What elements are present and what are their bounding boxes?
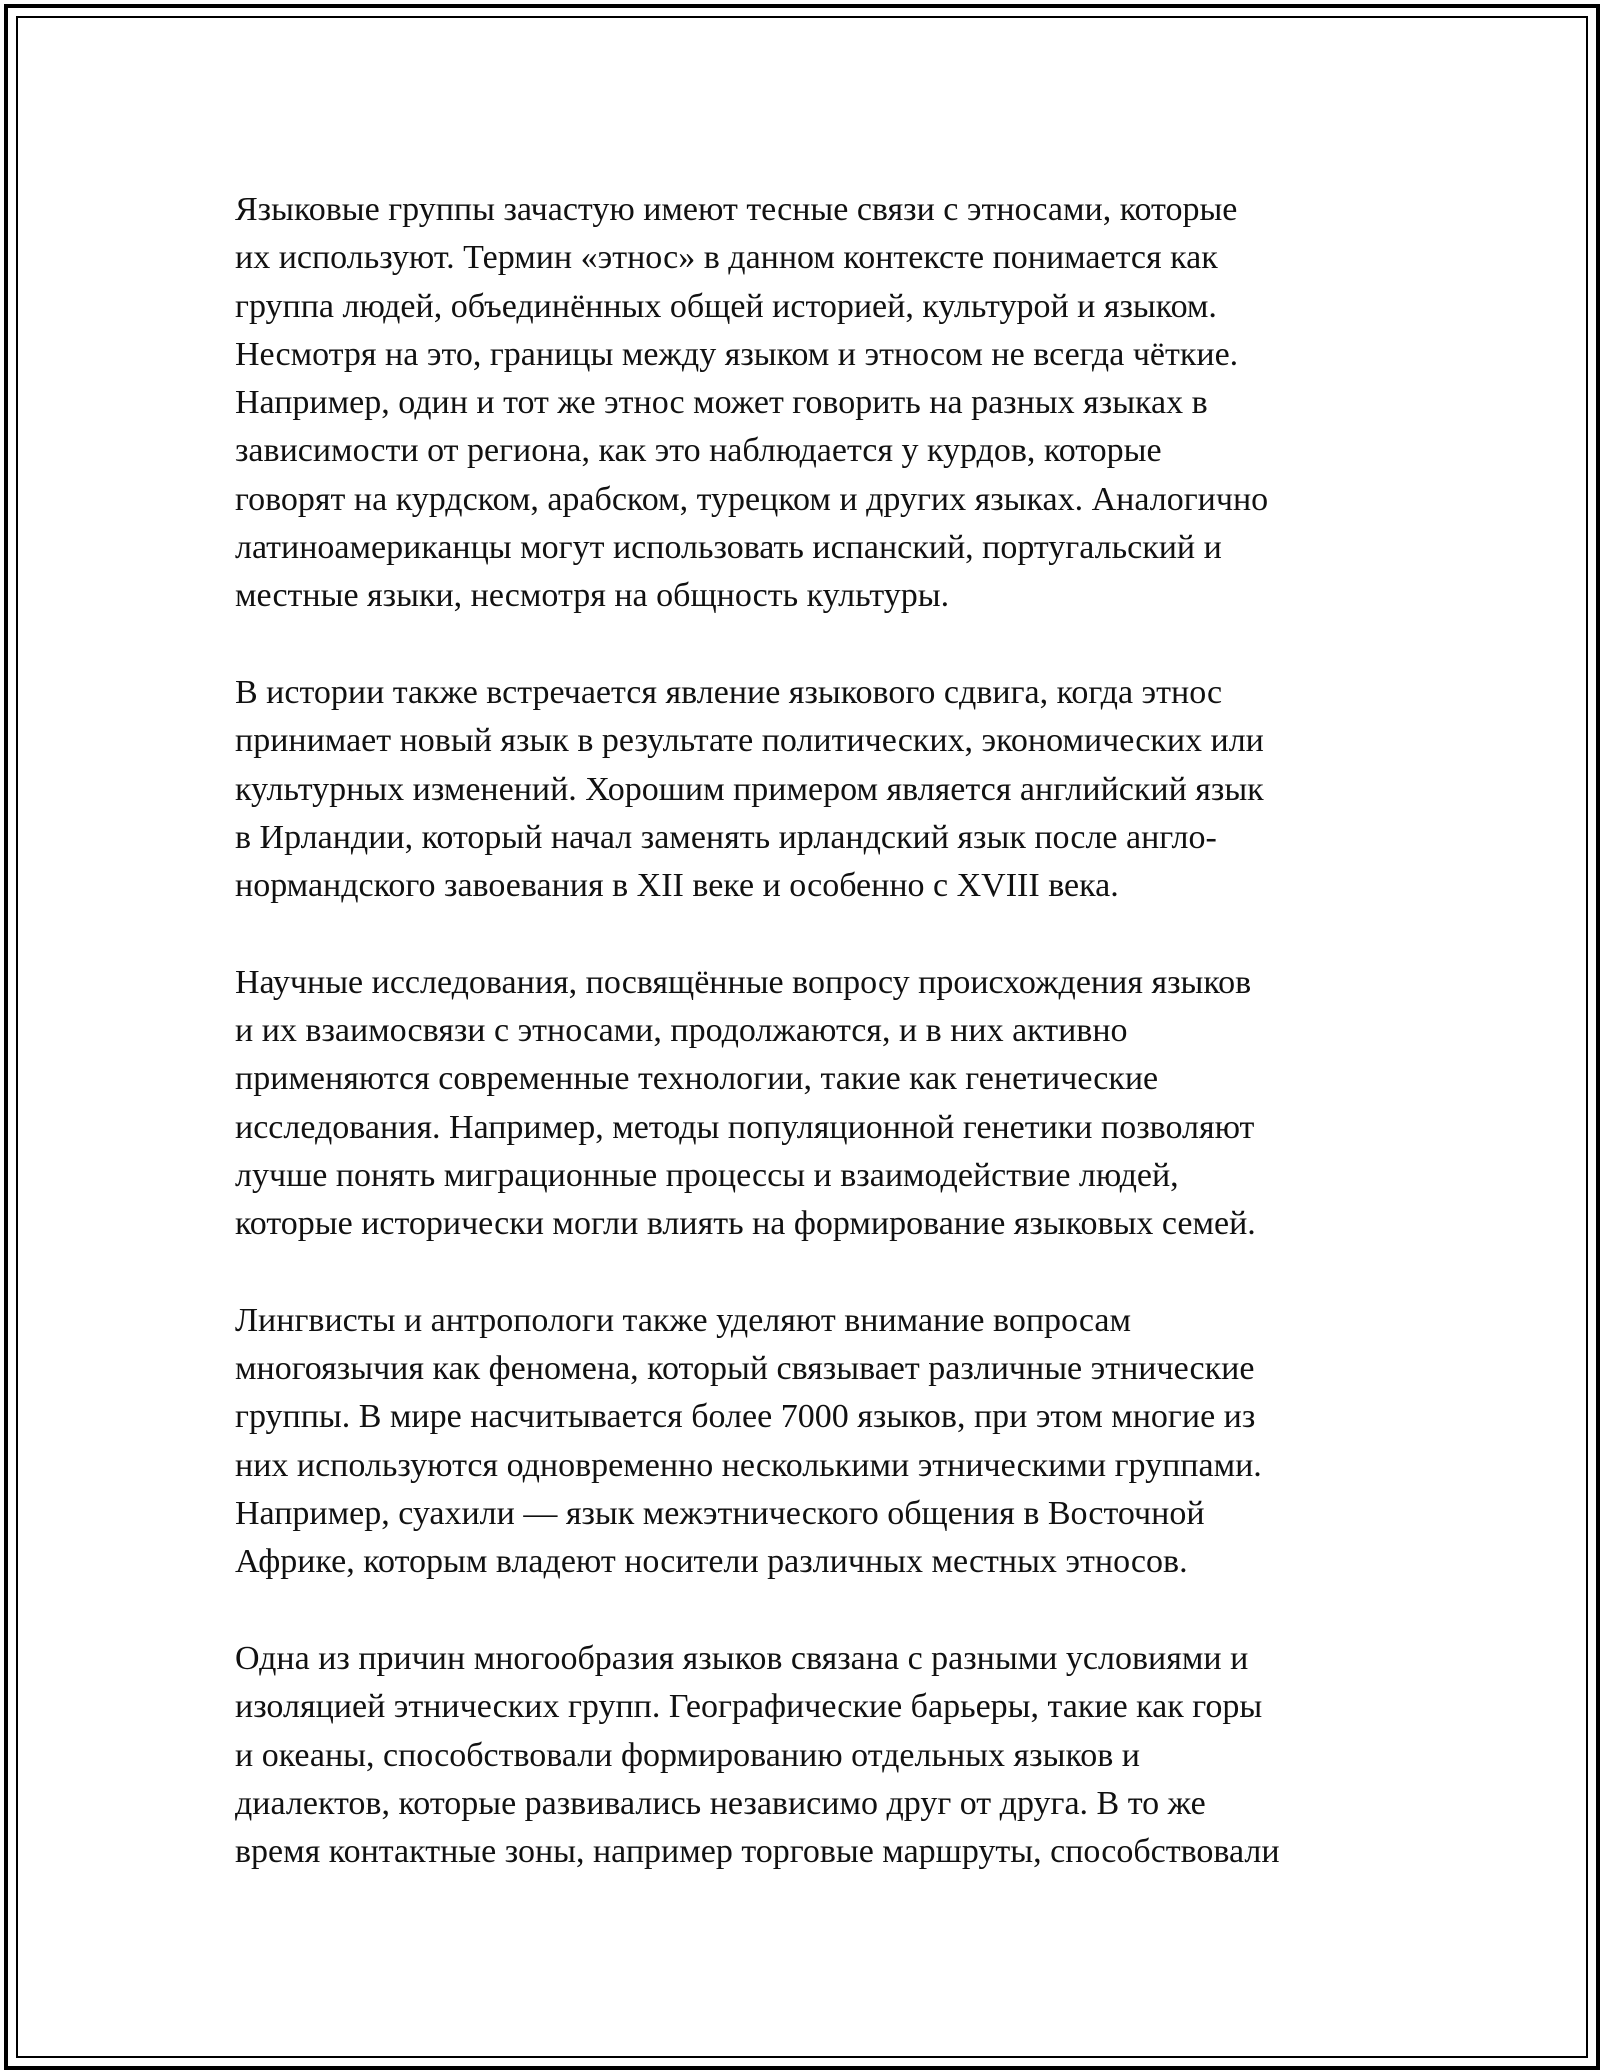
text-line: группы. В мире насчитывается более 7000 языков, при этом многие из [235, 1398, 1256, 1436]
text-line: Научные исследования, посвящённые вопросу происхождения языков [235, 963, 1252, 1001]
text-line: Языковые группы зачастую имеют тесные связи с этносами, которые [235, 191, 1238, 228]
text-line: применяются современные технологии, такие как генетические [235, 1060, 1159, 1098]
text-line: латиноамериканцы могут использовать испанский, португальский и [235, 529, 1222, 567]
text-line: культурных изменений. Хорошим примером является английский язык [235, 770, 1264, 808]
text-line: диалектов, которые развивались независимо друг от друга. В то же [235, 1784, 1206, 1822]
text-line: говорят на курдском, арабском, турецком и других языках. Аналогично [235, 480, 1269, 518]
text-line: местные языки, несмотря на общность культуры. [235, 577, 950, 615]
text-line: и их взаимосвязи с этносами, продолжаются, и в них активно [235, 1012, 1128, 1050]
text-line: В истории также встречается явление языкового сдвига, когда этнос [235, 673, 1223, 711]
paragraph-4 [235, 1297, 1375, 1587]
text-line: Например, один и тот же этнос может говорить на разных языках в [235, 384, 1208, 422]
paragraph-5 [235, 1635, 1375, 1876]
text-line: их используют. Термин «этнос» в данном контексте понимается как [235, 239, 1218, 277]
text-line: зависимости от региона, как это наблюдается у курдов, которые [235, 432, 1162, 470]
document-body [235, 186, 1375, 1925]
text-line: исследования. Например, методы популяционной генетики позволяют [235, 1108, 1255, 1146]
text-line: в Ирландии, который начал заменять ирландский язык после англо- [235, 818, 1217, 856]
paragraph-3 [235, 959, 1375, 1249]
text-line: Например, суахили — язык межэтнического общения в Восточной [235, 1495, 1205, 1533]
text-line: многоязычия как феномена, который связывает различные этнические [235, 1350, 1255, 1388]
paragraph-2 [235, 669, 1375, 910]
text-line: которые исторически могли влиять на формирование языковых семей. [235, 1205, 1256, 1243]
text-line: и океаны, способствовали формированию отдельных языков и [235, 1736, 1140, 1774]
text-line: Несмотря на это, границы между языком и этносом не всегда чёткие. [235, 335, 1239, 373]
text-line: Африке, которым владеют носители различных местных этносов. [235, 1543, 1188, 1581]
paragraph-1 [235, 186, 1375, 621]
text-line: лучше понять миграционные процессы и взаимодействие людей, [235, 1156, 1179, 1194]
text-line: них используются одновременно несколькими этническими группами. [235, 1446, 1262, 1484]
text-line: группа людей, объединённых общей историей, культурой и языком. [235, 287, 1217, 325]
text-line: Лингвисты и антропологи также уделяют внимание вопросам [235, 1301, 1132, 1339]
text-line: Одна из причин многообразия языков связана с разными условиями и [235, 1639, 1249, 1677]
text-line: принимает новый язык в результате политических, экономических или [235, 722, 1264, 760]
text-line: нормандского завоевания в XII веке и особенно с XVIII века. [235, 867, 1119, 905]
text-line: время контактные зоны, например торговые маршруты, способствовали [235, 1833, 1280, 1871]
text-line: изоляцией этнических групп. Географические барьеры, такие как горы [235, 1688, 1263, 1726]
